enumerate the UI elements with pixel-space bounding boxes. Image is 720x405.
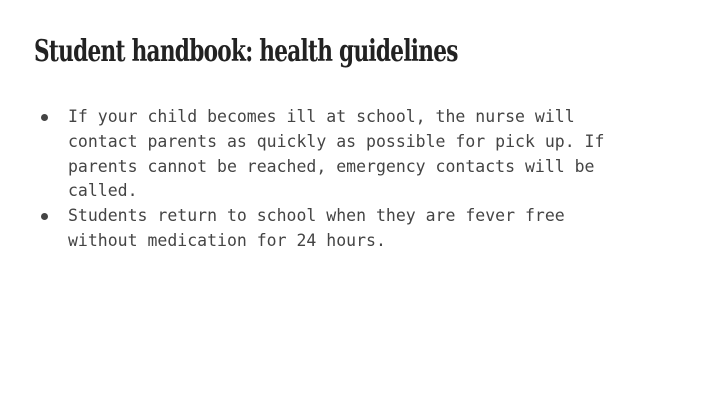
bullet-text-line: contact parents as quickly as possible for pick up. If [68, 131, 605, 151]
bullet-dot-icon [41, 114, 48, 121]
bullet-text-line: If your child becomes ill at school, the nurse will [68, 107, 575, 126]
bullet-text-line: parents cannot be reached, emergency contacts will be [68, 156, 595, 176]
bullet-text-line: called. [68, 181, 138, 201]
bullet-list [40, 105, 680, 254]
bullet-text-line: without medication for 24 hours. [68, 230, 386, 250]
slide-title: Student handbook: health guidelines [34, 34, 458, 69]
bullet-item [40, 105, 680, 204]
bullet-item [40, 204, 680, 254]
bullet-dot-icon [41, 213, 48, 220]
bullet-text-line: Students return to school when they are fever free [68, 206, 565, 226]
